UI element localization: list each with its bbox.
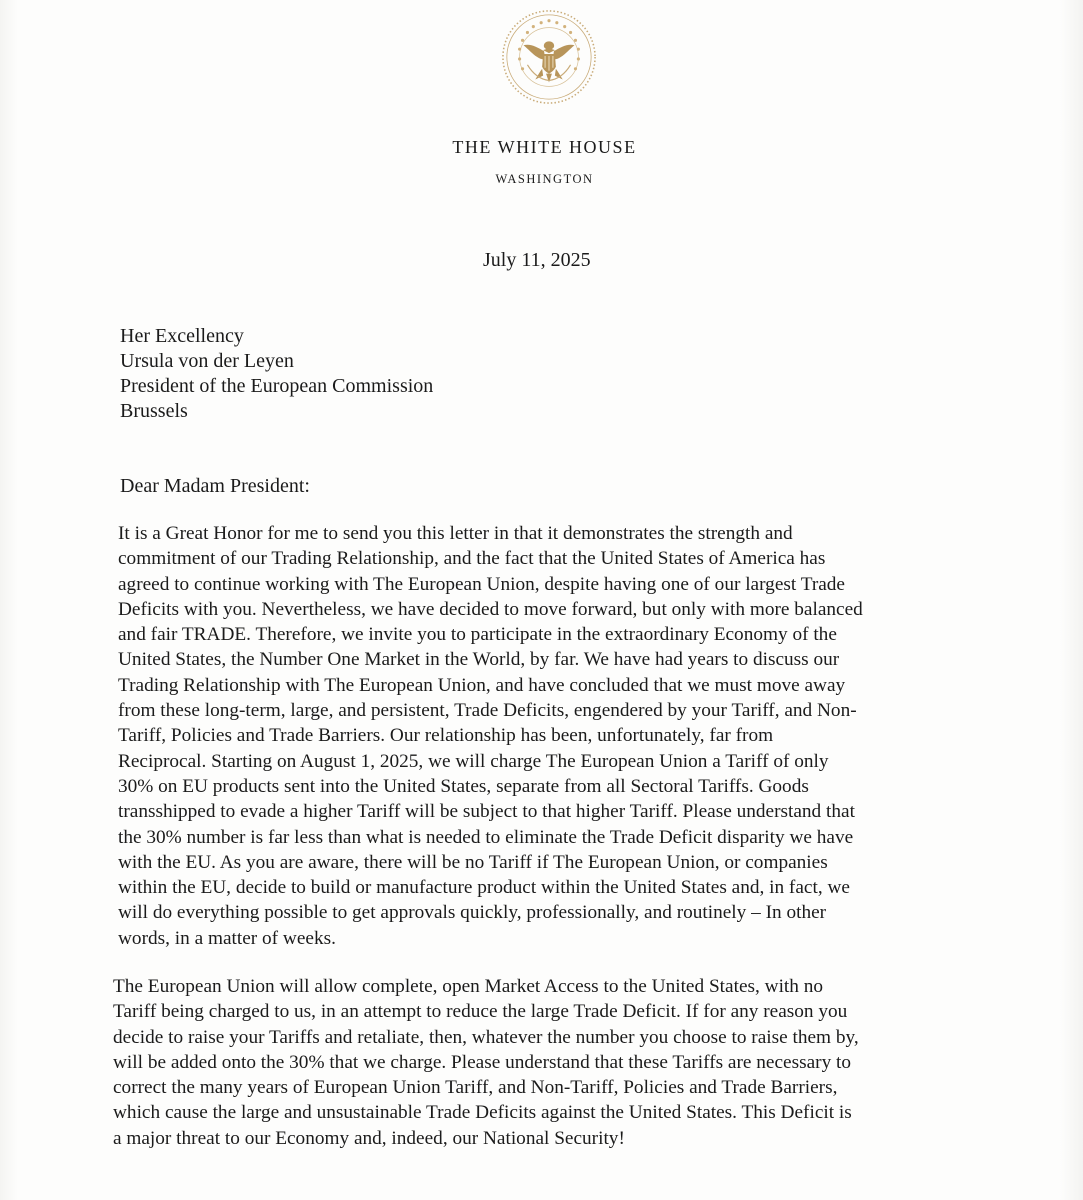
paragraph-line: will do everything possible to get approvals quickly, professionally, and routinely – In other (118, 902, 827, 924)
paragraph-line: correct the many years of European Union Tariff, and Non-Tariff, Policies and Trade Barriers, (113, 1077, 838, 1099)
paragraph-line: words, in a matter of weeks. (118, 927, 336, 949)
paragraph-line: a major threat to our Economy and, indeed, our National Security! (113, 1127, 625, 1149)
paragraph-line: Tariff, Policies and Trade Barriers. Our relationship has been, unfortunately, far from (118, 725, 774, 747)
paragraph-line: which cause the large and unsustainable Trade Deficits against the United States. This Deficit is (113, 1102, 852, 1124)
recipient-block (120, 324, 433, 424)
paragraph-line: within the EU, decide to build or manufacture product within the United States and, in fact, we (118, 877, 850, 899)
paragraph-line: the 30% number is far less than what is needed to eliminate the Trade Deficit disparity we have (118, 826, 854, 848)
paragraph-line: It is a Great Honor for me to send you this letter in that it demonstrates the strength and (118, 523, 793, 544)
paragraph-line: 30% on EU products sent into the United States, separate from all Sectoral Tariffs. Goods (118, 775, 809, 797)
paragraph-line: and fair TRADE. Therefore, we invite you to participate in the extraordinary Economy of the (118, 624, 837, 646)
paragraph-line: United States, the Number One Market in the World, by far. We have had years to discuss our (118, 649, 840, 671)
recipient-line: President of the European Commission (120, 375, 434, 397)
paragraph-line: Deficits with you. Nevertheless, we have decided to move forward, but only with more balanced (118, 598, 863, 620)
presidential-seal-icon (500, 8, 598, 106)
letterhead-city: WASHINGTON (495, 172, 594, 186)
paragraph-line: from these long-term, large, and persistent, Trade Deficits, engendered by your Tariff, and Non- (118, 700, 857, 722)
paragraph-line: Trading Relationship with The European Union, and have concluded that we must move away (118, 674, 846, 696)
paragraph-line: decide to raise your Tariffs and retaliate, then, whatever the number you choose to raise them by, (113, 1026, 859, 1048)
recipient-line: Ursula von der Leyen (120, 350, 294, 372)
paragraph-line: The European Union will allow complete, open Market Access to the United States, with no (113, 976, 824, 997)
paragraph-line: Reciprocal. Starting on August 1, 2025, we will charge The European Union a Tariff of only (118, 750, 829, 772)
body-paragraph (113, 974, 859, 1151)
paragraph-line: commitment of our Trading Relationship, and the fact that the United States of America has (118, 548, 826, 570)
body-paragraph (118, 521, 863, 951)
paragraph-line: transshipped to evade a higher Tariff will be subject to that higher Tariff. Please understand that (118, 801, 855, 823)
recipient-line: Her Excellency (120, 325, 244, 347)
recipient-line: Brussels (120, 400, 188, 422)
salutation: Dear Madam President: (120, 475, 310, 497)
paragraph-line: agreed to continue working with The European Union, despite having one of our largest Trade (118, 573, 845, 595)
letter-date: July 11, 2025 (483, 249, 591, 271)
letterhead-organization: THE WHITE HOUSE (452, 137, 637, 157)
paragraph-line: will be added onto the 30% that we charge. Please understand that these Tariffs are necessary to (113, 1051, 852, 1073)
paragraph-line: with the EU. As you are aware, there will be no Tariff if The European Union, or companies (118, 851, 828, 873)
paragraph-line: Tariff being charged to us, in an attempt to reduce the large Trade Deficit. If for any reason you (113, 1001, 848, 1023)
